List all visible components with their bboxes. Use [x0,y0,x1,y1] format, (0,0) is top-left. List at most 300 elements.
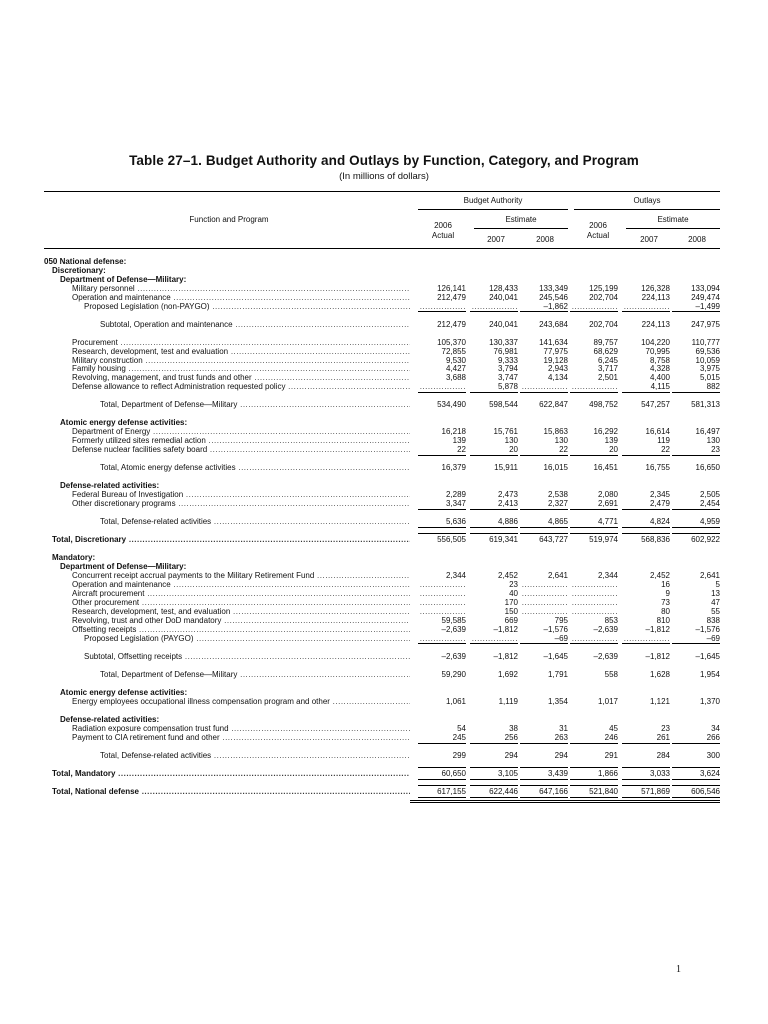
column-rule-top [520,785,568,786]
column-rule-top [570,533,618,534]
row-value: 1,061 [445,696,466,706]
column-rule [672,311,720,312]
row-empty-cell: ................. [623,633,670,643]
row-label: Operation and maintenance ..... [72,580,410,589]
row-value: 2,641 [547,571,568,581]
row-value: 4,328 [649,364,670,374]
row-value: 2,641 [699,571,720,581]
table-row [44,751,720,761]
column-rule [672,643,720,644]
row-value: 245 [452,732,466,742]
row-value: 128,433 [489,283,518,293]
column-rule-top [418,533,466,534]
column-rule [418,797,466,798]
row-value: 47 [711,597,720,607]
row-value: 534,490 [437,400,466,410]
column-rule [418,509,466,510]
row-empty-cell: ................. [471,301,518,311]
table-end-rule [410,800,720,801]
row-label: Discretionary: [52,265,106,275]
column-rule-top [418,785,466,786]
row-value: –2,639 [441,624,466,634]
row-value: 1,866 [597,768,618,778]
column-rule-top [470,767,518,768]
row-value: 246 [604,732,618,742]
row-value: 202,704 [589,319,618,329]
row-label: Procurement ..... [72,338,410,347]
table-row [44,463,720,473]
header-out-actual-year: 2006 [589,221,607,230]
row-value: 76,981 [493,346,518,356]
column-rule [570,527,618,528]
row-value: 2,505 [699,490,720,500]
table-row [44,769,720,779]
row-value: 212,479 [437,292,466,302]
row-value: 243,684 [539,319,568,329]
row-value: 16,379 [441,463,466,473]
row-value: –2,639 [593,624,618,634]
row-value: 89,757 [593,337,618,347]
row-value: 598,544 [489,400,518,410]
column-rule [622,779,670,780]
row-label: Total, Department of Defense—Military ..... [100,670,410,679]
row-label: Subtotal, Offsetting receipts ..... [84,652,410,661]
column-rule [622,509,670,510]
row-label: Proposed Legislation (PAYGO) ..... [84,634,410,643]
table-row [44,535,720,545]
row-value: 606,546 [691,786,720,796]
column-rule [672,779,720,780]
header-out-2008: 2008 [688,235,706,244]
row-value: 669 [504,615,518,625]
row-value: 2,691 [597,499,618,509]
row-label: Proposed Legislation (non-PAYGO) ..... [84,302,410,311]
row-value: 622,847 [539,400,568,410]
row-value: 6,245 [597,355,618,365]
row-value: 130 [554,436,568,446]
column-rule [418,455,466,456]
row-value: 16,614 [645,427,670,437]
row-value: 5,878 [497,382,518,392]
row-value: 70,995 [645,346,670,356]
row-label: Total, Defense-related activities ..... [100,517,410,526]
row-label: Radiation exposure compensation trust fund ..... [72,724,410,733]
table-row [44,634,720,644]
row-value: 882 [706,382,720,392]
row-value: 133,094 [691,283,720,293]
row-value: 263 [554,732,568,742]
row-empty-cell: ................. [419,580,466,590]
header-ba-actual-year: 2006 [434,221,452,230]
row-value: 4,886 [497,517,518,527]
row-empty-cell: ................. [571,597,618,607]
column-rule-top [672,785,720,786]
row-value: 3,794 [497,364,518,374]
page-number: 1 [676,964,681,975]
row-value: –1,576 [695,624,720,634]
column-rule-top [520,533,568,534]
row-label: Federal Bureau of Investigation ..... [72,490,410,499]
header-top-rule [44,191,720,192]
row-value: 16,755 [645,463,670,473]
row-value: 284 [656,750,670,760]
column-rule [622,797,670,798]
row-value: –1,499 [695,301,720,311]
column-rule [470,743,518,744]
row-empty-cell: ................. [419,633,466,643]
column-rule [570,743,618,744]
row-value: 55 [711,606,720,616]
row-value: 22 [559,445,568,455]
row-label-wrap [72,445,410,455]
row-value: 2,289 [445,490,466,500]
row-label-wrap [52,769,410,779]
row-value: 4,400 [649,373,670,383]
row-value: 23 [711,445,720,455]
row-label-wrap [72,697,410,707]
column-rule [418,392,466,393]
column-rule-top [418,767,466,768]
header-out-estimate: Estimate [657,215,689,224]
column-rule-top [622,785,670,786]
row-value: 521,840 [589,786,618,796]
row-value: 2,943 [547,364,568,374]
row-value: 519,974 [589,535,618,545]
column-rule-top [622,767,670,768]
row-value: 643,727 [539,535,568,545]
row-value: 245,546 [539,292,568,302]
row-label: Aircraft procurement ..... [72,589,410,598]
row-value: 80 [661,606,670,616]
row-value: 547,257 [641,400,670,410]
row-value: 23 [661,723,670,733]
row-value: 240,041 [489,319,518,329]
row-value: –69 [706,633,720,643]
row-value: 558 [604,669,618,679]
row-value: 3,347 [445,499,466,509]
row-value: 15,863 [543,427,568,437]
row-value: 3,688 [445,373,466,383]
row-label-wrap [72,733,410,743]
row-value: 139 [604,436,618,446]
row-label: 050 National defense: [44,257,127,266]
row-value: 1,119 [498,696,518,706]
row-label: Military personnel ..... [72,284,410,293]
row-empty-cell: ................. [419,382,466,392]
row-value: 15,761 [493,427,518,437]
row-value: 16,650 [695,463,720,473]
row-value: 110,777 [691,337,720,347]
row-value: 9,530 [445,355,466,365]
column-rule [470,527,518,528]
row-value: 5,636 [445,517,466,527]
table-title: Table 27–1. Budget Authority and Outlays by Function, Category, and Program [129,153,639,168]
column-rule [622,743,670,744]
row-value: 130 [504,436,518,446]
row-value: 119 [657,436,670,446]
column-rule [672,743,720,744]
row-value: 3,105 [497,768,518,778]
row-value: –1,812 [493,624,518,634]
column-rule [520,779,568,780]
row-label-wrap [100,463,410,473]
header-out-2007: 2007 [640,235,658,244]
row-label: Department of Defense—Military: [60,562,187,572]
column-rule-top [672,533,720,534]
row-value: –1,862 [543,301,568,311]
row-value: –1,812 [645,624,670,634]
row-value: 1,370 [699,696,720,706]
row-value: 126,328 [641,283,670,293]
row-value: 810 [656,615,670,625]
row-value: 20 [509,445,518,455]
table-row [44,787,720,797]
column-rule [570,779,618,780]
row-value: 795 [554,615,568,625]
row-value: 2,080 [597,490,618,500]
table-end-rule [410,802,720,803]
header-bottom-rule [44,248,720,249]
row-value: 498,752 [589,400,618,410]
row-value: 10,059 [695,355,720,365]
row-value: 619,341 [489,535,518,545]
header-ba-2008: 2008 [536,235,554,244]
row-value: –1,576 [543,624,568,634]
row-value: 150 [504,606,518,616]
row-value: 22 [661,445,670,455]
row-value: 2,345 [649,490,670,500]
row-label: Family housing ..... [72,364,410,373]
row-value: 19,128 [543,355,568,365]
column-rule-top [570,785,618,786]
column-rule [470,797,518,798]
row-label: Subtotal, Operation and maintenance ..... [100,320,410,329]
column-rule [622,643,670,644]
row-label-wrap [84,302,410,312]
row-label: Defense nuclear facilities safety board ..... [72,445,410,454]
row-label: Defense allowance to reflect Administration requested policy ..... [72,382,410,391]
row-label: Research, development, test and evaluation ..... [72,347,410,356]
row-label: Total, Defense-related activities ..... [100,751,410,760]
column-rule [570,311,618,312]
header-budget-authority: Budget Authority [463,196,523,205]
row-label: Research, development, test, and evaluation ..... [72,607,410,616]
column-rule [672,392,720,393]
column-rule [520,743,568,744]
table-row [44,652,720,662]
column-rule [418,743,466,744]
row-value: 16,451 [593,463,618,473]
row-label: Total, Department of Defense—Military ..... [100,400,410,409]
row-label: Energy employees occupational illness compensation program and other ..... [72,697,410,706]
column-rule [570,509,618,510]
row-empty-cell: ................. [471,633,518,643]
row-value: 3,975 [699,364,720,374]
row-value: 2,473 [497,490,518,500]
row-empty-cell: ................. [571,606,618,616]
table-row [44,445,720,455]
row-value: 13 [711,589,720,598]
row-value: 1,017 [597,696,618,706]
row-value: 125,199 [589,283,618,293]
table-row [44,382,720,392]
row-value: 247,975 [691,319,720,329]
column-rule-top [520,767,568,768]
header-ba-estimate: Estimate [505,215,537,224]
column-rule [520,455,568,456]
row-label-wrap [100,400,410,410]
row-value: –1,812 [493,651,518,661]
row-value: 23 [509,580,518,590]
row-value: 568,836 [641,535,670,545]
row-value: 622,446 [489,786,518,796]
row-value: 105,370 [437,337,466,347]
column-rule [470,455,518,456]
row-value: 3,624 [699,768,720,778]
row-empty-cell: ................. [521,597,568,607]
column-rule [520,797,568,798]
row-empty-cell: ................. [419,606,466,616]
row-label: Other discretionary programs ..... [72,499,410,508]
row-value: 77,975 [543,346,568,356]
row-label: Total, Discretionary ..... [52,535,410,544]
header-ba-2007: 2007 [487,235,505,244]
row-label: Department of Energy ..... [72,427,410,436]
row-value: 249,474 [691,292,720,302]
row-value: 266 [706,732,720,742]
row-label-wrap [72,382,410,392]
row-value: 1,354 [547,696,568,706]
row-value: 45 [609,723,618,733]
row-value: 2,452 [649,571,670,581]
column-rule [672,797,720,798]
row-label: Other procurement ..... [72,598,410,607]
row-label: Defense-related activities: [60,481,160,491]
row-value: 617,155 [437,786,466,796]
table-row [44,499,720,509]
row-value: 4,824 [649,517,670,527]
row-value: 16,015 [543,463,568,473]
header-out-actual: Actual [586,231,610,240]
header-function-program: Function and Program [189,215,269,224]
row-value: 40 [509,589,518,598]
row-value: 141,634 [539,337,568,347]
row-empty-cell: ................. [571,589,618,598]
row-label: Concurrent receipt accrual payments to the Military Retirement Fund ..... [72,571,410,580]
row-label: Total, National defense ..... [52,787,410,796]
row-value: 299 [452,750,466,760]
row-empty-cell: ................. [521,589,568,598]
row-value: 16,497 [695,427,720,437]
row-value: 5 [715,580,720,590]
row-value: 1,692 [497,669,518,679]
table-row [44,320,720,330]
row-empty-cell: ................. [571,633,618,643]
row-value: 4,115 [650,382,670,392]
row-value: 1,121 [649,696,670,706]
row-label-wrap [100,751,410,761]
row-value: 130 [706,436,720,446]
row-value: 139 [452,436,466,446]
header-ba-estimate-rule [474,228,568,229]
row-label-wrap [100,670,410,680]
row-value: 3,033 [649,768,670,778]
row-value: 22 [457,445,466,455]
row-value: 581,313 [691,400,720,410]
row-value: 1,791 [547,669,568,679]
table-subtitle: (In millions of dollars) [339,171,429,182]
row-value: 59,290 [441,669,466,679]
row-value: 1,628 [649,669,670,679]
column-rule [520,643,568,644]
row-label: Revolving, management, and trust funds and other ..... [72,373,410,382]
column-rule [418,779,466,780]
row-label-wrap [84,652,410,662]
row-value: 294 [504,750,518,760]
row-value: 838 [706,615,720,625]
column-rule [622,455,670,456]
column-rule [418,643,466,644]
row-value: –1,812 [645,651,670,661]
row-value: –2,639 [593,651,618,661]
row-label-wrap [52,535,410,545]
row-value: 20 [609,445,618,455]
row-value: 853 [604,615,618,625]
row-label: Payment to CIA retirement fund and other ..... [72,733,410,742]
row-value: 2,479 [649,499,670,509]
column-rule [570,455,618,456]
row-value: 104,220 [641,337,670,347]
row-value: 261 [656,732,670,742]
column-rule [520,527,568,528]
row-label: Offsetting receipts ..... [72,625,410,634]
row-value: 4,959 [699,517,720,527]
column-rule [470,779,518,780]
header-outlays-rule [574,209,720,210]
header-ba-rule [418,209,568,210]
row-label: Atomic energy defense activities: [60,687,188,697]
column-rule [520,509,568,510]
row-value: 16,218 [441,427,466,437]
row-empty-cell: ................. [521,606,568,616]
column-rule [622,527,670,528]
row-value: 4,427 [445,364,466,374]
row-value: 8,758 [649,355,670,365]
row-value: 2,327 [547,499,568,509]
table-row [44,400,720,410]
row-label-wrap [100,320,410,330]
row-value: 202,704 [589,292,618,302]
row-value: 2,538 [547,490,568,500]
column-rule [570,392,618,393]
row-value: 294 [554,750,568,760]
row-empty-cell: ................. [571,580,618,590]
column-rule [570,643,618,644]
row-value: 5,015 [699,373,720,383]
row-value: 3,439 [547,768,568,778]
row-value: 2,413 [497,499,518,509]
row-value: 68,629 [593,346,618,356]
header-ba-actual: Actual [431,231,455,240]
table-row [44,670,720,680]
column-rule-top [470,533,518,534]
column-rule [470,509,518,510]
column-rule [520,392,568,393]
row-value: 16 [661,580,670,590]
column-rule-top [570,767,618,768]
row-value: 1,954 [699,669,720,679]
row-value: 34 [711,723,720,733]
